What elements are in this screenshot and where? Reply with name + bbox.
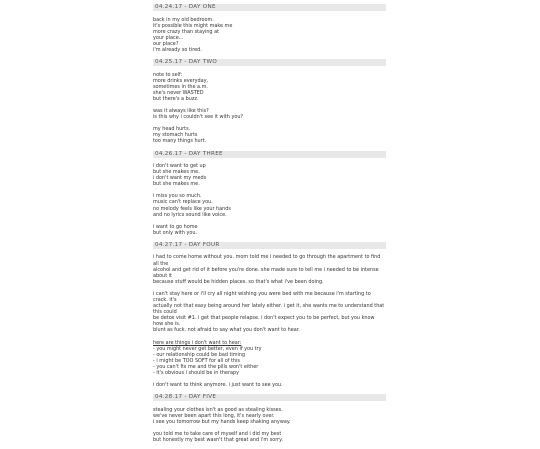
text-line: i'm already so tired. — [153, 46, 202, 53]
text-line: but honestly my best wasn't that great and i'm sorry. — [153, 437, 283, 444]
text-line: more crazy than staying at — [153, 28, 219, 35]
text-line: i miss you so much. — [153, 193, 202, 200]
entry-paragraph — [153, 126, 386, 144]
journal-column — [153, 4, 386, 449]
text-line: i can't stay here or i'll cry all night wishing you were bed with me because i'm starting to crack. it's — [153, 290, 371, 303]
text-line: but she makes me. — [153, 169, 200, 176]
entry-paragraph — [153, 291, 386, 334]
entry-paragraph — [153, 17, 386, 54]
entry-paragraph — [153, 163, 386, 187]
entry-paragraph — [153, 193, 386, 217]
text-line: back in my old bedroom. — [153, 16, 214, 23]
list-item: - you can't fix me and the pills won't either — [153, 363, 259, 370]
text-line: it's possible this might make me — [153, 22, 233, 29]
text-line: too many things hurt. — [153, 138, 207, 145]
text-line: more drinks everyday, — [153, 77, 209, 84]
entry-paragraph — [153, 108, 386, 120]
text-line: alcohol and get rid of it before you're done. she made sure to tell me i needed to be intense about it — [153, 266, 379, 279]
journal-entry — [153, 4, 386, 59]
entry-body — [153, 163, 386, 236]
text-line: sometimes in the a.m. — [153, 83, 208, 90]
text-line: i want to go home — [153, 223, 198, 230]
journal-entry — [153, 151, 386, 242]
entry-paragraph — [153, 224, 386, 236]
list-item: - it's obvious i should be in therapy — [153, 370, 239, 377]
text-line: because stuff would be hidden places. so that's what i've been doing. — [153, 278, 324, 285]
entry-body — [153, 407, 386, 443]
text-line: your place... — [153, 34, 184, 41]
entry-date-header: 04.25.17 - DAY TWO — [153, 59, 386, 66]
entry-body — [153, 254, 386, 388]
entry-date-header: 04.27.17 - DAY FOUR — [153, 242, 386, 249]
text-line: be detox visit #1. i get that people relapse. i don't expect you to be perfect, but you know how she is. — [153, 315, 375, 328]
list-item: - our relationship could be bad timing — [153, 351, 246, 358]
text-line: actually not that easy being around her lately either. i get it, she wants me to understand that this could — [153, 303, 385, 316]
entry-paragraph — [153, 407, 386, 425]
text-line: and no lyrics sound like voice. — [153, 211, 227, 218]
text-line: no melody feels like your hands — [153, 205, 231, 212]
text-line: was it always like this? — [153, 108, 209, 115]
text-line: i see you tomorrow but my hands keep shaking anyway. — [153, 418, 291, 425]
text-line: our place? — [153, 40, 179, 47]
text-line: she's never WASTED — [153, 89, 204, 96]
list-title: here are things i don't want to hear: — [153, 339, 242, 346]
text-line: is this why i couldn't see it with you? — [153, 114, 244, 121]
text-line: i don't want to think anymore. i just want to see you. — [153, 382, 283, 389]
list-item: - you might never get better, even if you try — [153, 345, 262, 352]
text-line: blunt as fuck. not afraid to say what you don't want to hear. — [153, 327, 300, 334]
text-line: music can't replace you. — [153, 199, 213, 206]
entry-paragraph — [153, 254, 386, 284]
text-line: i don't want to get up — [153, 163, 206, 169]
entry-body — [153, 17, 386, 54]
list-block — [153, 340, 386, 377]
journal-entry — [153, 59, 386, 150]
entry-date-header: 04.24.17 - DAY ONE — [153, 4, 386, 11]
journal-entry — [153, 394, 386, 449]
entry-gap — [153, 443, 386, 449]
text-line: i had to come home without you. mom told me i needed to go through the apartment to find all the — [153, 254, 381, 267]
journal-entry — [153, 242, 386, 394]
text-line: i don't want my meds — [153, 175, 207, 182]
text-line: but only with you. — [153, 229, 198, 236]
list-item: - i might be TOO SOFT for all of this — [153, 357, 240, 364]
text-line: but she makes me. — [153, 181, 200, 188]
text-line: my stomach hurts — [153, 132, 198, 139]
text-line: note to self: — [153, 71, 183, 78]
entry-date-header: 04.26.17 - DAY THREE — [153, 151, 386, 158]
text-line: but there's a buzz. — [153, 95, 199, 102]
text-line: my head hurts. — [153, 126, 191, 133]
text-line: you told me to take care of myself and i did my best — [153, 431, 282, 437]
entry-date-header: 04.28.17 - DAY FIVE — [153, 394, 386, 401]
text-line: stealing your clothes isn't as good as stealing kisses. — [153, 406, 283, 413]
entry-body — [153, 72, 386, 145]
entry-paragraph — [153, 431, 386, 443]
text-line: we've never been apart this long, it's nearly over. — [153, 412, 275, 419]
entry-paragraph — [153, 72, 386, 102]
